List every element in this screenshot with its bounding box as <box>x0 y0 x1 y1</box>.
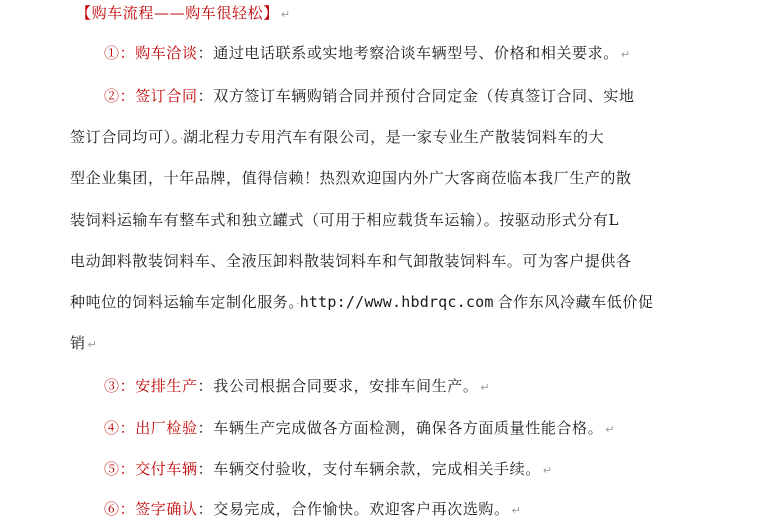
step-5-separator: ： <box>197 460 214 478</box>
paragraph-mark-icon: ↵ <box>280 8 291 21</box>
company-intro-line-3: 装饲料运输车有整车式和独立罐式（可用于相应载货车运输）。按驱动形式分有L <box>70 211 620 229</box>
step-3-number: ③： <box>104 377 136 395</box>
doc-title: 【购车流程——购车很轻松】 <box>76 4 279 22</box>
paragraph-mark-icon: ↵ <box>87 338 97 351</box>
step-6-line <box>104 499 521 521</box>
paragraph-mark-icon: ↵ <box>605 423 615 436</box>
doc-title-line <box>76 3 290 25</box>
step-3-text: 我公司根据合同要求，安排车间生产。 <box>213 377 479 395</box>
step-2-line-2 <box>70 127 604 150</box>
paragraph-mark-icon: ↵ <box>620 48 631 61</box>
step-4-separator: ： <box>197 419 214 437</box>
step-6-text: 交易完成，合作愉快。欢迎客户再次选购。 <box>213 500 510 518</box>
step-4-line <box>104 418 614 440</box>
company-intro-line-2: 型企业集团，十年品牌，值得信赖！热烈欢迎国内外广大客商莅临本我厂生产的散 <box>70 169 632 187</box>
step-1-text: 通过电话联系或实地考察洽谈车辆型号、价格和相关要求。 <box>213 44 619 62</box>
step-4-number: ④： <box>104 419 136 437</box>
step-3-line <box>104 376 490 398</box>
step-5-number: ⑤： <box>104 460 136 478</box>
step-6-number: ⑥： <box>104 500 136 518</box>
step-6-separator: ： <box>197 500 214 518</box>
step-1-number: ①： <box>104 44 136 62</box>
step-5-text: 车辆交付验收，支付车辆余款，完成相关手续。 <box>213 460 541 478</box>
website-link[interactable]: http://www.hbdrqc.com <box>299 293 494 311</box>
step-3-label: 安排生产 <box>135 377 198 395</box>
step-6-label: 签字确认 <box>135 500 198 518</box>
step-1-line <box>104 43 630 65</box>
step-2-line-7 <box>70 333 97 355</box>
step-3-separator: ： <box>197 377 214 395</box>
space-dot: · <box>179 134 183 145</box>
step-2-line-1 <box>104 86 634 106</box>
step-1-separator: ： <box>197 44 214 62</box>
step-1-label: 购车洽谈 <box>135 44 198 62</box>
step-2-line-4 <box>70 210 619 230</box>
paragraph-mark-icon: ↵ <box>511 504 521 517</box>
step-2-label: 签订合同 <box>135 87 198 105</box>
paragraph-mark-icon: ↵ <box>480 381 490 394</box>
company-intro-line-7: 销 <box>70 334 86 352</box>
step-2-text-line-1: 双方签订车辆购销合同并预付合同定金（传真签订合同、实地 <box>213 87 635 105</box>
company-intro-line-6: 合作东风冷藏车低价促 <box>497 293 654 311</box>
step-2-text-line-2: 签订合同均可）。 <box>70 128 180 146</box>
company-intro-line-1: 湖北程力专用汽车有限公司，是一家专业生产散装饲料车的大 <box>183 128 605 146</box>
step-5-line <box>104 459 552 481</box>
step-2-number: ②： <box>104 87 136 105</box>
step-4-label: 出厂检验 <box>135 419 198 437</box>
space-dot: · <box>296 299 300 310</box>
step-4-text: 车辆生产完成做各方面检测，确保各方面质量性能合格。 <box>213 419 604 437</box>
company-intro-line-5: 种吨位的饲料运输车定制化服务。 <box>70 293 297 311</box>
step-2-line-6 <box>70 292 654 315</box>
paragraph-mark-icon: ↵ <box>542 464 553 477</box>
company-intro-line-4: 电动卸料散装饲料车、全液压卸料散装饲料车和气卸散装饲料车。可为客户提供各 <box>70 252 632 270</box>
step-5-label: 交付车辆 <box>135 460 198 478</box>
step-2-separator: ： <box>197 87 214 105</box>
step-2-line-3 <box>70 168 632 188</box>
step-2-line-5 <box>70 251 632 271</box>
